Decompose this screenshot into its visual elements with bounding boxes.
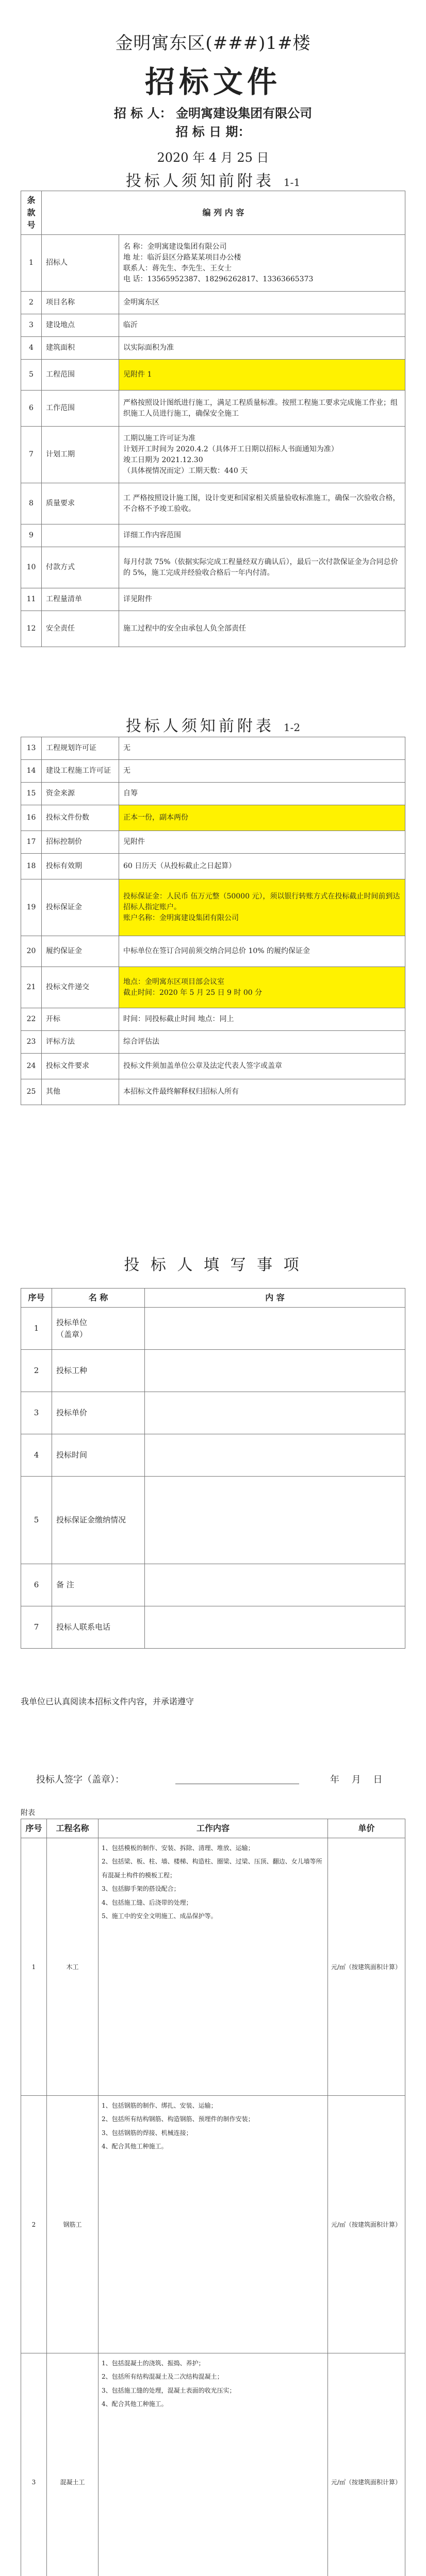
row-item: 工程量清单 [42,588,119,611]
row-fill-in-field[interactable] [145,1350,405,1392]
row-number: 18 [21,854,42,879]
table-row [21,1477,405,1564]
row-name: 备 注 [52,1564,145,1606]
table-row [21,611,405,647]
row-number: 5 [21,1477,52,1564]
row-number: 2 [21,2096,47,2353]
row-unit-price: 元/㎡（按建筑面积计算） [328,1838,405,2096]
row-number: 6 [21,391,42,427]
row-name: 投标工种 [52,1350,145,1392]
table-row [21,360,405,391]
row-number: 7 [21,427,42,483]
signature-date: 年 月 日 [330,1774,383,1785]
table2-title [0,713,426,736]
row-content: 时间：同投标截止时间 地点：同上 [119,1008,405,1031]
row-name: 投标单位 （盖章） [52,1308,145,1350]
row-item: 安全责任 [42,611,119,647]
row-number: 3 [21,1392,52,1434]
table-row [21,391,405,427]
table-row [21,547,405,588]
row-item: 项目名称 [42,292,119,314]
table-row [21,1079,405,1105]
project-name: 金明寓东区(###)1#楼 [115,33,311,54]
table-row [21,760,405,783]
row-number: 4 [21,1434,52,1477]
row-number: 4 [21,337,42,360]
table-row [21,235,405,292]
row-content: 中标单位在签订合同前须交纳合同总价 10% 的履约保证金 [119,936,405,967]
table-row [21,1054,405,1079]
row-number: 19 [21,879,42,936]
row-name: 投标人联系电话 [52,1606,145,1649]
notice-header-content: 内 容 [145,1289,405,1308]
table-row [21,483,405,524]
table-row [21,967,405,1008]
row-content: 无 [119,760,405,783]
row-content: 施工过程中的安全由承包人负全部责任 [119,611,405,647]
table-row [21,783,405,805]
rates-table [21,1819,405,2576]
row-trade-name: 混凝土工 [47,2353,99,2576]
row-number: 20 [21,936,42,967]
row-content: 地点：金明寓东区项目部会议室 截止时间：2020 年 5 月 25 日 9 时 00 分 [119,967,405,1008]
table-row [21,1031,405,1054]
row-fill-in-field[interactable] [145,1434,405,1477]
row-number: 16 [21,805,42,831]
row-fill-in-field[interactable] [145,1477,405,1564]
table1-header-no: 条款号 [21,191,42,235]
signature-label: 投标人签字（盖章）： [36,1774,124,1785]
table-row [21,292,405,314]
row-number: 22 [21,1008,42,1031]
row-content: 每月付款 75%（依据实际完成工程量经双方确认后），最后一次付款保证金为合同总价的 5%，施工完成并经验收合格后一年内付清。 [119,547,405,588]
notice-statement: 我单位已认真阅读本招标文件内容，并承诺遵守 [21,1697,194,1706]
table-row [21,879,405,936]
row-item: 建设工程施工许可证 [42,760,119,783]
table-row [21,1606,405,1649]
notice-table [21,1288,405,1649]
row-item: 招标控制价 [42,831,119,854]
table-row [21,337,405,360]
table1-title-text: 投标人须知前附表 [125,172,274,190]
row-item: 履约保证金 [42,936,119,967]
row-content: 综合评估法 [119,1031,405,1054]
signature-blank[interactable] [175,1772,299,1784]
row-item: 建设地点 [42,314,119,337]
row-content: 自筹 [119,783,405,805]
row-content: 工 严格按照设计施工图，设计变更和国家相关质量验收标准施工，确保一次验收合格，不合格不予竣工验收。 [119,483,405,524]
row-item: 工程规划许可证 [42,737,119,760]
table-row [21,427,405,483]
row-item: 投标文件份数 [42,805,119,831]
row-content: 本招标文件最终解释权归招标人所有 [119,1079,405,1105]
row-content: 见附件 [119,831,405,854]
row-number: 1 [21,1838,47,2096]
row-number: 14 [21,760,42,783]
table-row [21,524,405,547]
row-name: 投标时间 [52,1434,145,1477]
row-content: 60 日历天（从投标截止之日起算） [119,854,405,879]
row-item: 计划工期 [42,427,119,483]
rates-caption: 附表 [21,1809,35,1817]
table-row [21,854,405,879]
row-item: 投标文件要求 [42,1054,119,1079]
table-row [21,805,405,831]
row-number: 12 [21,611,42,647]
table1-title [0,168,426,191]
rates-header-name: 工程名称 [47,1819,99,1838]
row-number: 25 [21,1079,42,1105]
row-item: 付款方式 [42,547,119,588]
rates-header-price: 单价 [328,1819,405,1838]
table-row [21,1392,405,1434]
table1-number: 1-1 [283,176,301,189]
row-content: 详细工作内容范围 [119,524,405,547]
notice-title: 投 标 人 填 写 事 项 [124,1256,302,1274]
table-row [21,2096,405,2353]
row-item: 招标人 [42,235,119,292]
row-number: 13 [21,737,42,760]
row-trade-name: 钢筋工 [47,2096,99,2353]
row-number: 2 [21,292,42,314]
row-content: 正本一份，副本两份 [119,805,405,831]
document-title: 招标文件 [144,64,281,99]
row-item: 工作范围 [42,391,119,427]
table-row [21,936,405,967]
row-content: 名 称：金明寓建设集团有限公司 地 址：临沂县区分路某某项目办公楼 联系人：蒋先生、李先生、王女士 电 话：13565952387、18296262817、13363665373 [119,235,405,292]
row-trade-name: 木工 [47,1838,99,2096]
row-work-content: 1、包括混凝土的浇筑、振捣、养护； 2、包括所有结构混凝土及二次结构混凝土； 3、包括施工缝的处理，混凝土表面的收光压实； 4、配合其他工种施工。 [99,2353,328,2576]
row-item: 投标保证金 [42,879,119,936]
row-item: 工程范围 [42,360,119,391]
row-number: 11 [21,588,42,611]
row-content: 投标保证金：人民币 伍万元整（50000 元），须以银行转账方式在投标截止时间前到达招标人指定账户。 账户名称：金明寓建设集团有限公司 [119,879,405,936]
row-number: 10 [21,547,42,588]
row-item: 评标方法 [42,1031,119,1054]
row-number: 17 [21,831,42,854]
row-item [42,524,119,547]
notice-header-no: 序号 [21,1289,52,1308]
row-content: 无 [119,737,405,760]
row-number: 2 [21,1350,52,1392]
tender-date-label-line [0,122,426,140]
table2-title-text: 投标人须知前附表 [125,717,274,735]
table-row [21,831,405,854]
row-fill-in-field[interactable] [145,1564,405,1606]
row-number: 5 [21,360,42,391]
row-name: 投标保证金缴纳情况 [52,1477,145,1564]
tender-date: 2020 年 4 月 25 日 [157,150,269,165]
row-number: 3 [21,2353,47,2576]
row-item: 质量要求 [42,483,119,524]
row-name: 投标单价 [52,1392,145,1434]
table-row [21,1008,405,1031]
row-item: 其他 [42,1079,119,1105]
row-content: 严格按照设计图纸进行施工，满足工程质量标准。按照工程施工要求完成施工作业；组织施工人员进行施工，确保安全施工 [119,391,405,427]
row-number: 8 [21,483,42,524]
tenderer-line [0,103,426,121]
row-content: 投标文件须加盖单位公章及法定代表人签字或盖章 [119,1054,405,1079]
row-number: 23 [21,1031,42,1054]
row-item: 资金来源 [42,783,119,805]
row-content: 工期以施工许可证为准 计划开工时间为 2020.4.2（具体开工日期以招标人书面通知为准） 竣工日期为 2021.12.30 （具体视情况而定）工期天数：440 天 [119,427,405,483]
table-row [21,314,405,337]
row-number: 1 [21,235,42,292]
table2-number: 1-2 [283,721,301,734]
row-fill-in-field[interactable] [145,1606,405,1649]
table1-header-content: 编 列 内 容 [42,191,405,235]
row-number: 7 [21,1606,52,1649]
tender-date-label: 招 标 日 期： [175,124,251,139]
row-work-content: 1、包括钢筋的制作、绑扎、安装、运输； 2、包括所有结构钢筋、构造钢筋、预埋件的制作安装； 3、包括钢筋的焊接、机械连接； 4、配合其他工种施工。 [99,2096,328,2353]
row-content: 见附件 1 [119,360,405,391]
row-unit-price: 元/㎡（按建筑面积计算） [328,2096,405,2353]
row-number: 9 [21,524,42,547]
row-fill-in-field[interactable] [145,1308,405,1350]
row-number: 15 [21,783,42,805]
notice-header-name: 名 称 [52,1289,145,1308]
row-work-content: 1、包括模板的制作、安装、拆除、清理、堆放、运输； 2、包括梁、板、柱、墙、楼梯、构造柱、圈梁、过梁、压顶、翻边、女儿墙等所有混凝土构件的模板工程； 3、包括脚手架的搭设配合； 4、包括施工缝、后浇带的处理； 5、施工中的安全文明施工、成品保护等。 [99,1838,328,2096]
row-number: 21 [21,967,42,1008]
table-row [21,1564,405,1606]
table2 [21,737,405,1105]
row-content: 金明寓东区 [119,292,405,314]
row-content: 临沂 [119,314,405,337]
tenderer-label: 招 标 人： [113,106,172,121]
row-fill-in-field[interactable] [145,1392,405,1434]
table-row [21,2353,405,2576]
table-row [21,1350,405,1392]
table-row [21,1838,405,2096]
table-row [21,588,405,611]
row-number: 3 [21,314,42,337]
table-row [21,737,405,760]
row-number: 1 [21,1308,52,1350]
row-content: 以实际面积为准 [119,337,405,360]
row-item: 投标文件递交 [42,967,119,1008]
rates-header-work: 工作内容 [99,1819,328,1838]
tenderer-name: 金明寓建设集团有限公司 [176,106,313,121]
row-unit-price: 元/㎡（按建筑面积计算） [328,2353,405,2576]
table1 [21,191,405,647]
rates-header-no: 序号 [21,1819,47,1838]
table-row [21,1434,405,1477]
row-content: 详见附件 [119,588,405,611]
row-item: 投标有效期 [42,854,119,879]
row-number: 6 [21,1564,52,1606]
row-item: 开标 [42,1008,119,1031]
row-item: 建筑面积 [42,337,119,360]
row-number: 24 [21,1054,42,1079]
table-row [21,1308,405,1350]
